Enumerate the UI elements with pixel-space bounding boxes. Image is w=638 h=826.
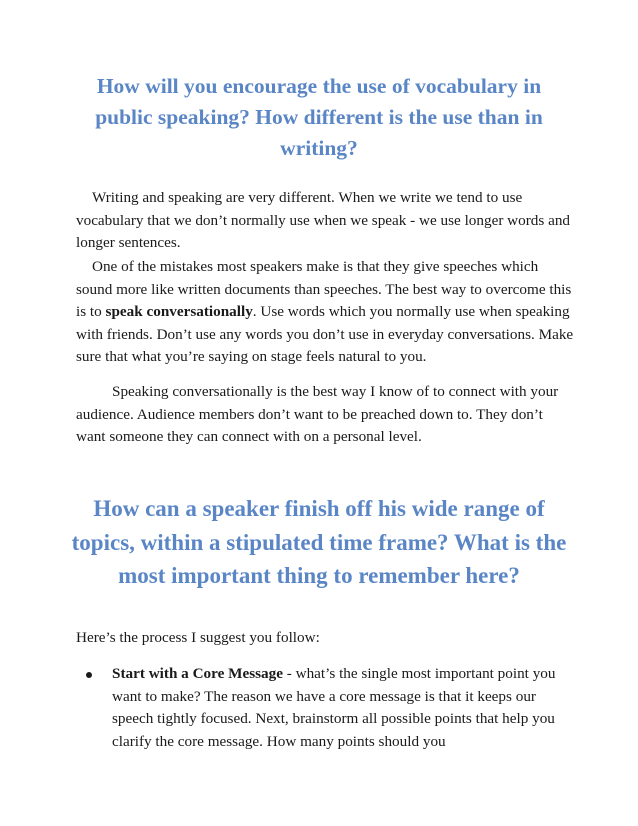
speak-conversationally-emphasis: speak conversationally <box>105 303 253 321</box>
bullet-text: - what’s the single most important point you want to make? The reason we have a core message is that it keeps our speech tightly focused. Next, brainstorm all possible points that help you clarify the core message. How many points should you <box>112 665 556 750</box>
paragraph-mistakes-text-before: One of the mistakes most speakers make is that they give speeches which sound more like written documents than speeches. The best way to overcome this is to <box>76 258 572 321</box>
bullet-icon <box>86 672 92 678</box>
section-heading-vocabulary: How will you encourage the use of vocabulary in public speaking? How different is the use than in writing? <box>95 74 543 160</box>
process-bullet-list <box>76 663 576 753</box>
bullet-bold-label: Start with a Core Message <box>112 665 283 682</box>
process-intro: Here’s the process I suggest you follow: <box>76 629 320 646</box>
paragraph-mistakes-text-after: . Use words which you normally use when speaking with friends. Don’t use any words you don’t use in everyday conversations. Make sure that what you’re saying on stage feels natural to you. <box>76 303 574 366</box>
list-item <box>76 663 576 753</box>
paragraph-mistakes <box>76 256 576 369</box>
paragraph-writing-vs-speaking: Writing and speaking are very different. When we write we tend to use vocabulary that we don’t normally use when we speak - we use longer words and longer sentences. <box>76 189 571 252</box>
section-heading-time-frame: How can a speaker finish off his wide range of topics, within a stipulated time frame? What is the most important thing to remember here? <box>71 496 567 588</box>
paragraph-connect-audience: Speaking conversationally is the best way I know of to connect with your audience. Audience members don’t want to be preached down to. They don’t want someone they can connect with on a personal level. <box>76 383 559 446</box>
